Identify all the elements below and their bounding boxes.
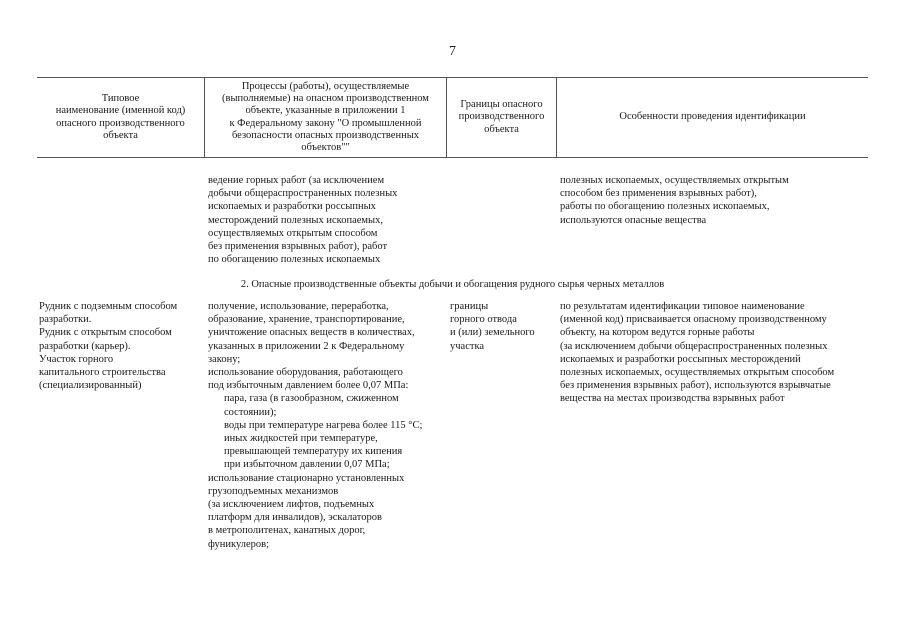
text-line: объекте, указанные в приложении 1: [245, 105, 406, 117]
header-bottom-border: [37, 157, 868, 158]
header-text: [619, 111, 805, 123]
text-line: и (или) земельного: [450, 327, 535, 339]
text-line: (за исключением добычи общераспространенных полезных: [560, 340, 828, 352]
header-cell-identification: [557, 78, 868, 157]
text-line: вещества на местах производства взрывных работ: [560, 393, 785, 405]
boundaries-cell: [450, 300, 535, 353]
text-line: по результатам идентификации типовое наименование: [560, 301, 805, 312]
text-line: (специализированный): [39, 380, 142, 392]
header-cell-boundaries: [447, 78, 556, 157]
header-cell-processes: [205, 78, 446, 157]
page-number: 7: [449, 44, 456, 59]
text-line: закону;: [208, 353, 241, 365]
text-line: разработки.: [39, 314, 92, 326]
continuation-identification: [560, 174, 789, 227]
text-line: по обогащению полезных ископаемых: [208, 254, 381, 266]
text-line: под избыточным давлением более 0,07 МПа:: [208, 380, 409, 392]
text-line: объектов"": [301, 141, 350, 153]
text-line: используются опасные вещества: [560, 214, 707, 226]
text-line: объекта: [103, 129, 138, 141]
text-line: Рудник с подземным способом: [39, 301, 178, 312]
text-line: работы по обогащению полезных ископаемых,: [560, 201, 770, 213]
text-line: объекту, на котором ведутся горные работы: [560, 327, 755, 339]
text-line: фуникулеров;: [208, 538, 270, 550]
processes-cell: [208, 300, 422, 551]
header-cell-object-name: [37, 78, 204, 157]
text-line: превышающей температуру их кипения: [224, 446, 403, 458]
header-text: [222, 81, 429, 154]
object-name-cell: [39, 300, 177, 392]
text-line: в метрополитенах, канатных дорог,: [208, 525, 366, 537]
section-title: 2. Опасные производственные объекты добычи и обогащения рудного сырья черных металлов: [240, 279, 665, 290]
text-line: (выполняемые) на опасном производственном: [222, 93, 429, 105]
text-line: Участок горного: [39, 353, 114, 365]
text-line: использование стационарно установленных: [208, 472, 405, 484]
header-text: [56, 93, 186, 142]
text-line: безопасности опасных производственных: [231, 129, 420, 141]
text-line: образование, хранение, транспортирование,: [208, 314, 405, 326]
text-line: капитального строительства: [39, 367, 166, 379]
text-line: осуществляемых открытым способом: [208, 227, 378, 239]
text-line: полезных ископаемых, осуществляемых открытым: [560, 175, 789, 186]
text-line: ведение горных работ (за исключением: [208, 175, 385, 186]
text-line: наименование (именной код): [55, 105, 186, 117]
text-line: Особенности проведения идентификации: [619, 111, 806, 123]
text-line: грузоподъемных механизмов: [208, 485, 339, 497]
text-line: границы: [450, 301, 489, 312]
text-line: указанных в приложении 2 к Федеральному: [208, 340, 405, 352]
text-line: (за исключением лифтов, подъемных: [208, 499, 375, 511]
text-line: платформ для инвалидов), эскалаторов: [208, 512, 382, 524]
text-line: получение, использование, переработка,: [208, 301, 389, 312]
text-line: горного отвода: [450, 314, 517, 326]
text-line: иных жидкостей при температуре,: [224, 433, 378, 445]
text-line: без применения взрывных работ), работ: [208, 241, 388, 253]
text-line: при избыточном давлении 0,07 МПа;: [224, 459, 390, 471]
text-line: участка: [450, 340, 485, 352]
text-line: объекта: [484, 123, 519, 135]
text-line: полезных ископаемых, осуществляемых открытым способом: [560, 367, 835, 379]
text-line: Типовое: [101, 93, 140, 105]
continuation-processes: [208, 174, 397, 266]
text-line: Границы опасного: [460, 99, 543, 111]
text-line: разработки (карьер).: [39, 340, 131, 352]
text-line: добычи общераспространенных полезных: [208, 188, 398, 200]
text-line: ископаемых и разработки россыпных месторождений: [560, 353, 801, 365]
identification-cell: [560, 300, 834, 406]
text-line: производственного: [458, 111, 545, 123]
text-line: пара, газа (в газообразном, сжиженном: [224, 393, 399, 405]
text-line: способом без применения взрывных работ),: [560, 188, 757, 200]
text-line: (именной код) присваивается опасному производственному: [560, 314, 827, 326]
text-line: месторождений полезных ископаемых,: [208, 214, 383, 226]
text-line: Рудник с открытым способом: [39, 327, 172, 339]
text-line: без применения взрывных работ), используются взрывчатые: [560, 380, 831, 392]
text-line: уничтожение опасных веществ в количествах,: [208, 327, 415, 339]
header-text: [459, 99, 545, 136]
text-line: опасного производственного: [56, 117, 185, 129]
text-line: состоянии);: [224, 406, 277, 418]
text-line: воды при температуре нагрева более 115 °С;: [224, 419, 423, 431]
text-line: использование оборудования, работающего: [208, 367, 403, 379]
text-line: Процессы (работы), осуществляемые: [241, 80, 410, 92]
text-line: ископаемых и разработки россыпных: [208, 201, 376, 213]
text-line: к Федеральному закону "О промышленной: [229, 117, 422, 129]
